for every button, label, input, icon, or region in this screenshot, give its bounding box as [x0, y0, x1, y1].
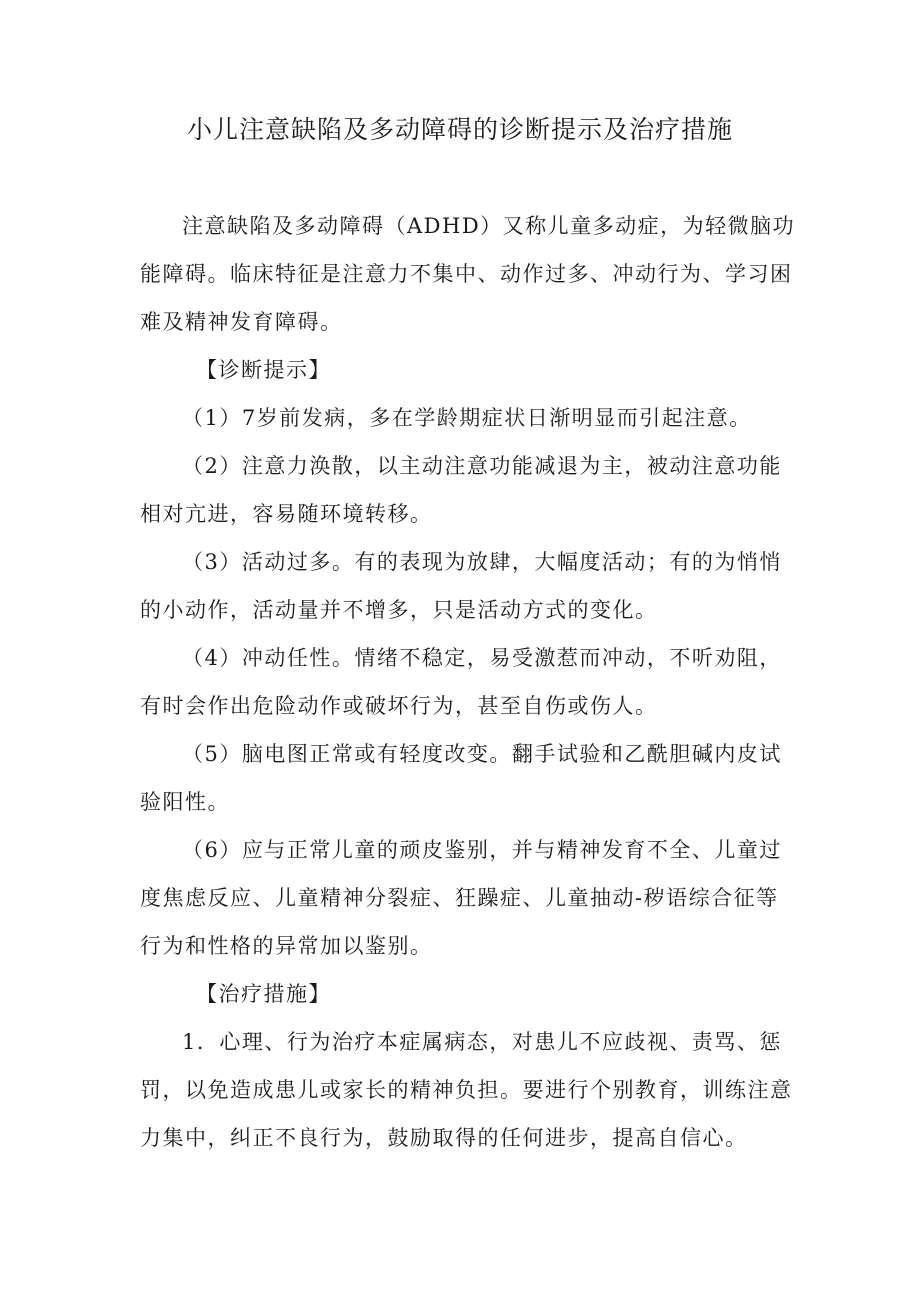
document-title: 小儿注意缺陷及多动障碍的诊断提示及治疗措施 [186, 115, 733, 144]
intro-paragraph: 注意缺陷及多动障碍（ADHD）又称儿童多动症，为轻微脑功能障碍。临床特征是注意力不集中、动作过多、冲动行为、学习困难及精神发育障碍。 [140, 214, 796, 334]
treatment-heading: 【治疗措施】 [196, 982, 331, 1006]
treatment-item-1: 1．心理、行为治疗本症属病态，对患儿不应歧视、责骂、惩罚，以免造成患儿或家长的精神负担。要进行个别教育，训练注意力集中，纠正不良行为，鼓励取得的任何进步，提高自信心。 [140, 1030, 793, 1150]
document-body [140, 202, 800, 1162]
diagnosis-item-3: （3）活动过多。有的表现为放肆，大幅度活动；有的为悄悄的小动作，活动量并不增多，只是活动方式的变化。 [140, 550, 782, 622]
diagnosis-item-6: （6）应与正常儿童的顽皮鉴别，并与精神发育不全、儿童过度焦虑反应、儿童精神分裂症、狂躁症、儿童抽动-秽语综合征等行为和性格的异常加以鉴别。 [140, 838, 782, 958]
diagnosis-item-1: （1）7岁前发病，多在学龄期症状日渐明显而引起注意。 [182, 406, 752, 430]
diagnosis-item-5: （5）脑电图正常或有轻度改变。翻手试验和乙酰胆碱内皮试验阳性。 [140, 742, 782, 814]
diagnosis-heading: 【诊断提示】 [196, 358, 331, 382]
diagnosis-item-2: （2）注意力涣散，以主动注意功能减退为主，被动注意功能相对亢进，容易随环境转移。 [140, 454, 782, 526]
diagnosis-item-4: （4）冲动任性。情绪不稳定，易受激惹而冲动，不听劝阻，有时会作出危险动作或破坏行为，甚至自伤或伤人。 [140, 646, 782, 718]
